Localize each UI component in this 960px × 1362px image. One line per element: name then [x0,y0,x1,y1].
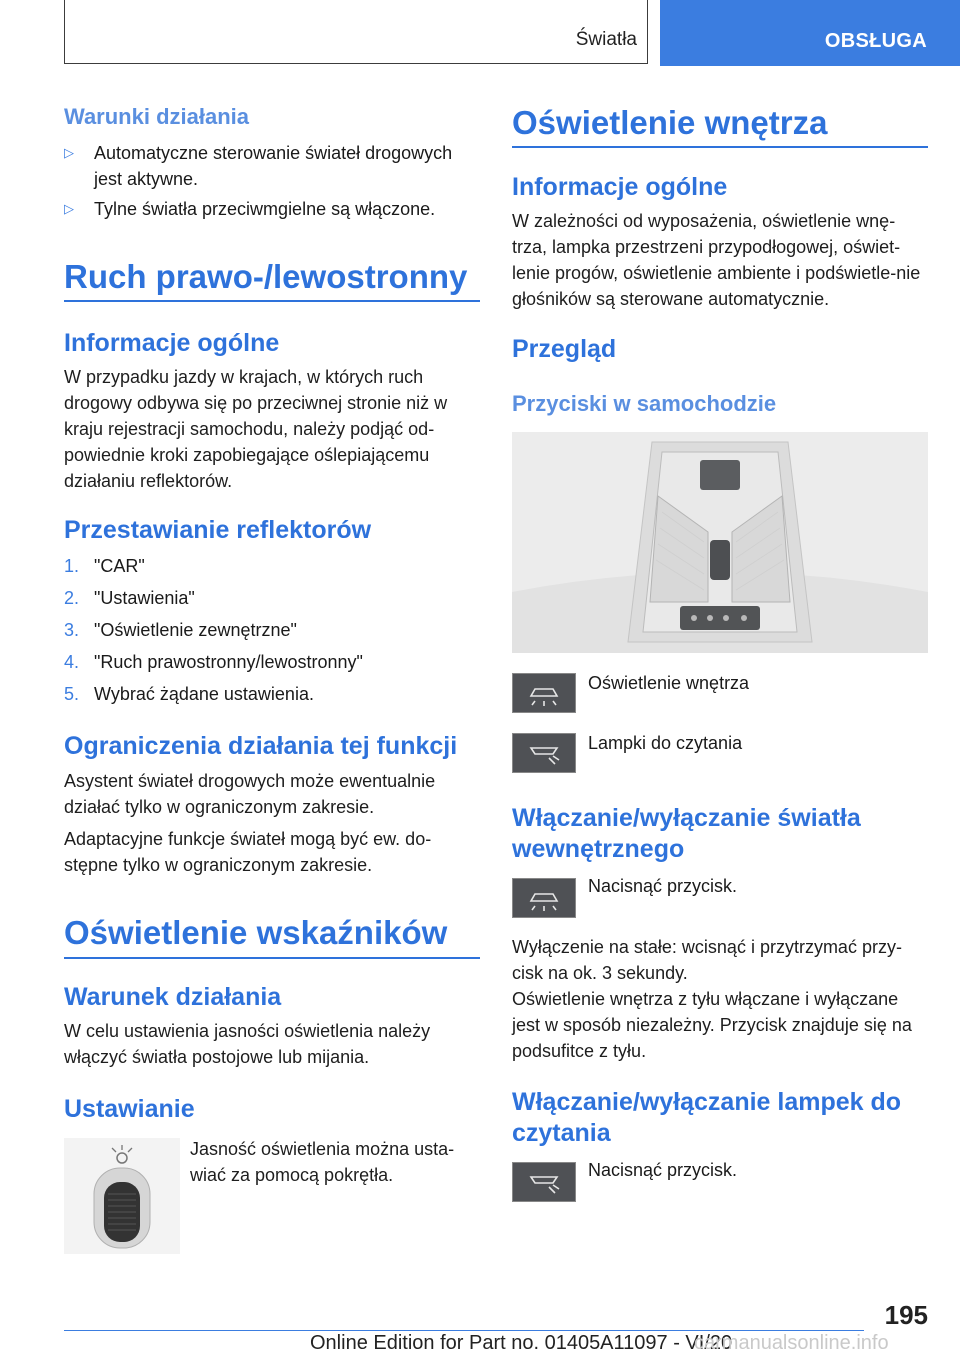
overhead-console-image [512,432,928,653]
reading-light-button-icon [512,733,576,773]
step-text: "CAR" [94,556,145,576]
wlaczanie-lampek-heading: Włączanie/wyłączanie lampek do czytania [512,1088,902,1147]
step-text: "Oświetlenie zewnętrzne" [94,620,297,640]
ruch-heading: Ruch prawo-/lewostronny [64,258,468,295]
warunek-text: W celu ustawienia jasności oświetlenia należy włączyć światła postojowe lub mijania. [64,1021,431,1067]
przeglad-heading: Przegląd [512,335,617,363]
footer-edition: Online Edition for Part no. 01405A11097 - VI/20 [310,1332,733,1354]
step-item [64,620,480,644]
info-heading-right: Informacje ogólne [512,173,728,201]
ograniczenia-heading: Ograniczenia działania tej funkcji [64,732,458,760]
step-number: 2. [64,588,80,608]
triangle-bullet-icon: ▷ [64,145,74,160]
step-text: Wybrać żądane ustawienia. [94,684,314,704]
wlaczanie-wewnetrznego-heading: Włączanie/wyłączanie światła wewnętrznego [512,804,861,863]
heading-rule [64,957,480,959]
step-item [64,684,480,708]
header-tab-obsluga[interactable]: OBSŁUGA [660,0,960,66]
info-heading: Informacje ogólne [64,329,280,357]
przestawianie-heading: Przestawianie reflektorów [64,516,372,544]
step-number: 5. [64,684,80,704]
interior-light-button-icon [512,878,576,918]
dimmer-wheel-image [64,1138,180,1254]
list-item-text: Automatyczne sterowanie świateł drogowych jest aktywne. [94,143,453,189]
warunek-heading: Warunek działania [64,983,282,1011]
step-text: "Ustawienia" [94,588,195,608]
step-item [64,652,480,676]
oswietlenie-tyl-text: Oświetlenie wnętrza z tyłu włączane i wyłączane jest w sposób niezależny. Przycisk znajduje się na podsufitce z tyłu. [512,989,912,1061]
ustawianie-heading: Ustawianie [64,1095,195,1123]
warunki-heading: Warunki działania [64,104,250,129]
triangle-bullet-icon: ▷ [64,201,74,216]
step-number: 4. [64,652,80,672]
step-number: 3. [64,620,80,640]
przyciski-heading: Przyciski w samochodzie [512,391,777,416]
heading-rule [64,300,480,302]
footer-watermark: carmanualsonline.info [694,1332,889,1354]
step-item [64,588,480,612]
ustawianie-text: Jasność oświetlenia można usta-wiać za pomocą pokrętła. [190,1139,455,1185]
page-number: 195 [884,1300,928,1330]
header-box [64,0,648,64]
list-item-text: Tylne światła przeciwmgielne są włączone. [94,199,436,219]
step-number: 1. [64,556,80,576]
interior-light-button-icon [512,673,576,713]
footer-rule [64,1330,864,1331]
ograniczenia-text-2: Adaptacyjne funkcje świateł mogą być ew. do-stępne tylko w ograniczonym zakresie. [64,829,432,875]
nacisnij-text-1: Nacisnąć przycisk. [588,876,738,896]
list-item [64,196,480,226]
header-section-title: Światła [575,29,637,50]
list-item [64,140,480,196]
step-item [64,556,480,580]
info-text: W przypadku jazdy w krajach, w których ruch drogowy odbywa się po przeciwnej stronie niż w kraju rejestracji samochodu, należy podjąć od-powiednie kroki zapobiegające oślepiającemu działaniu reflektorów. [64,367,448,491]
info-text-right: W zależności od wyposażenia, oświetlenie wnę-trza, lampka przestrzeni przypodłogowej, oświet-lenie progów, oświetlenie ambiente i podświetle-nie głośników są sterowane automatycznie. [512,211,921,309]
wylaczenie-text: Wyłączenie na stałe: wcisnąć i przytrzymać przy-cisk na ok. 3 sekundy. [512,937,902,983]
oswietlenie-wskaznikow-heading: Oświetlenie wskaźników [64,914,448,951]
heading-rule [512,146,928,148]
nacisnij-text-2: Nacisnąć przycisk. [588,1160,738,1180]
reading-light-button-icon [512,1162,576,1202]
oswietlenie-wnetrza-heading: Oświetlenie wnętrza [512,104,828,141]
icon-label-interior-light: Oświetlenie wnętrza [588,673,750,693]
ograniczenia-text-1: Asystent świateł drogowych może ewentualnie działać tylko w ograniczonym zakresie. [64,771,436,817]
step-text: "Ruch prawostronny/lewostronny" [94,652,363,672]
icon-label-reading-light: Lampki do czytania [588,733,743,753]
